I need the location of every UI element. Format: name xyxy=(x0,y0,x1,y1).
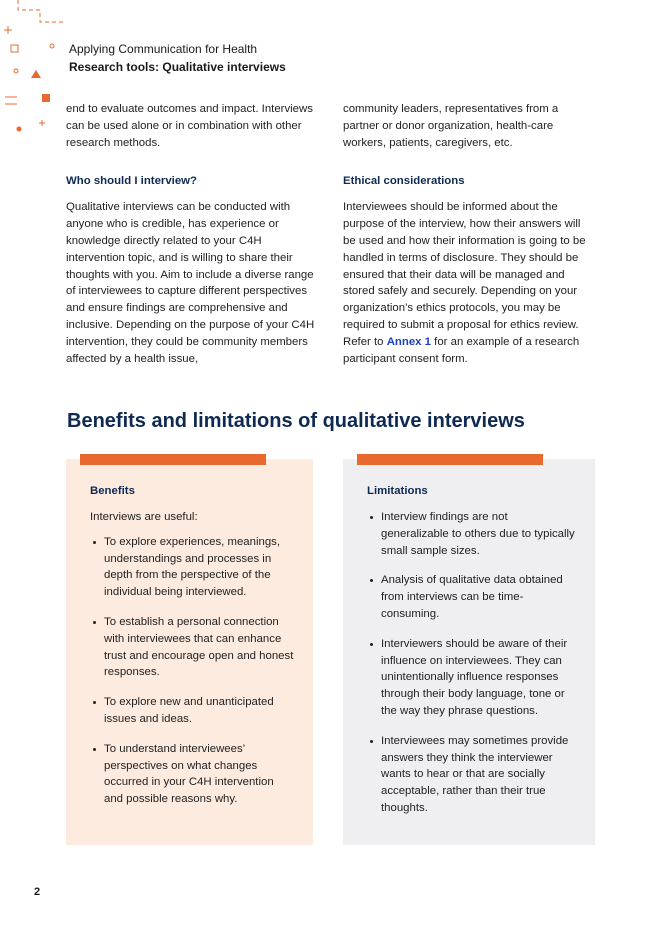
ethics-text-part-1: Interviewees should be informed about the purpose of the interview, how their answers will be used and how their information is going to be handled in terms of disclosure. They should be ensured that their data will be managed and stored safely and securely. Depending on your organization’s ethics protocols, you may be required to submit a proposal for ethics review. Refer to xyxy=(343,201,586,348)
benefits-list-item: To explore experiences, meanings, understandings and processes in depth from the perspective of the individual being interviewed. xyxy=(104,534,295,601)
decorative-shapes-graphic xyxy=(0,0,70,140)
limitations-heading: Limitations xyxy=(367,485,428,497)
limitations-list-item: Interview findings are not generalizable to others due to typically small sample sizes. xyxy=(381,509,577,559)
benefits-list xyxy=(90,534,295,808)
document-title: Applying Communication for Health xyxy=(69,42,258,56)
benefits-accent-bar xyxy=(80,454,266,465)
limitations-list-item: Interviewers should be aware of their influence on interviewees. They can unintentionally influence responses through their body language, tone or the way they phrase questions. xyxy=(381,636,577,720)
limitations-accent-bar xyxy=(357,454,543,465)
right-intro-paragraph: community leaders, representatives from a partner or donor organization, health-care workers, patients, caregivers, etc. xyxy=(343,103,559,149)
benefits-heading: Benefits xyxy=(90,485,135,497)
benefits-intro: Interviews are useful: xyxy=(90,511,198,523)
benefits-box xyxy=(66,459,313,845)
ethical-considerations-heading: Ethical considerations xyxy=(343,175,465,188)
ethical-considerations-body xyxy=(343,199,593,367)
page-number: 2 xyxy=(34,886,41,898)
right-column xyxy=(343,101,593,381)
section-title: Benefits and limitations of qualitative interviews xyxy=(67,410,525,432)
limitations-list-item: Interviewees may sometimes provide answers they think the interviewer wants to hear or that are socially acceptable, rather than their true thoughts. xyxy=(381,733,577,817)
left-intro-paragraph: end to evaluate outcomes and impact. Interviews can be used alone or in combination with other research methods. xyxy=(66,103,313,149)
benefits-list-item: To establish a personal connection with interviewees that can enhance trust and encourage open and honest responses. xyxy=(104,614,295,681)
limitations-list-item: Analysis of qualitative data obtained from interviews can be time-consuming. xyxy=(381,572,577,622)
benefits-list-item: To explore new and unanticipated issues and ideas. xyxy=(104,694,295,728)
document-subtitle: Research tools: Qualitative interviews xyxy=(69,60,286,74)
who-should-i-interview-heading: Who should I interview? xyxy=(66,175,197,188)
ethics-text-part-2: for an example of a research participant consent form. xyxy=(343,335,580,365)
annex-1-link[interactable]: Annex 1 xyxy=(386,335,431,348)
left-column xyxy=(66,101,316,381)
benefits-list-item: To understand interviewees’ perspectives on what changes occurred in your C4H intervention and possible reasons why. xyxy=(104,741,295,808)
limitations-list xyxy=(367,509,577,817)
page-header xyxy=(69,40,286,76)
limitations-box xyxy=(343,459,595,845)
who-should-i-interview-body: Qualitative interviews can be conducted with anyone who is credible, has experience or knowledge directly related to your C4H intervention topic, and is willing to share their thoughts with you. Aim to include a diverse range of interviewees to capture different perspectives and ensure findings are comprehensive and inclusive. Depending on the purpose of your C4H intervention, they could be community members affected by a health issue, xyxy=(66,201,315,365)
